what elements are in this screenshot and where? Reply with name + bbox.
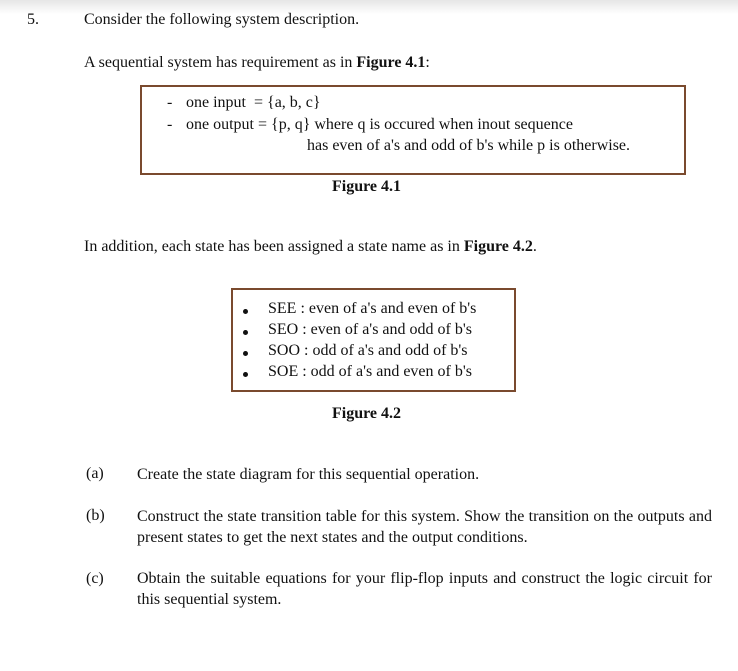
state-soo: SOO : odd of a's and odd of b's	[268, 342, 468, 359]
state-seo: SEO : even of a's and odd of b's	[268, 321, 472, 338]
bullet-dot	[243, 330, 248, 335]
bullet-dot	[243, 372, 248, 377]
figure1-line-continuation: has even of a's and odd of b's while p is otherwise.	[307, 137, 631, 154]
figure2-intro-text: In addition, each state has been assigned a state name as in	[84, 238, 464, 255]
figure1-line-output: one output = {p, q} where q is occured when inout sequence	[186, 116, 573, 133]
part-a-label: (a)	[86, 465, 104, 482]
part-c-label: (c)	[86, 570, 104, 587]
bullet-dot	[243, 351, 248, 356]
question-intro: Consider the following system description.	[84, 11, 360, 28]
part-b-text: Construct the state transition table for this system. Show the transition on the outputs and present states to get the next states and the output conditions.	[137, 508, 712, 546]
figure1-intro	[84, 54, 430, 72]
figure1-dash-2: -	[167, 116, 173, 133]
figure1-intro-text: A sequential system has requirement as in	[84, 54, 357, 71]
figure2-caption: Figure 4.2	[332, 405, 402, 422]
part-b-label: (b)	[86, 507, 105, 524]
figure1-intro-colon: :	[425, 54, 430, 71]
part-c-text: Obtain the suitable equations for your flip-flop inputs and construct the logic circuit for this sequential system.	[137, 570, 712, 608]
state-see: SEE : even of a's and even of b's	[268, 300, 477, 317]
figure1-reference: Figure 4.1	[356, 54, 426, 71]
question-number: 5.	[27, 11, 39, 28]
bullet-dot	[243, 309, 248, 314]
figure1-line-input: one input = {a, b, c}	[186, 94, 321, 111]
state-soe: SOE : odd of a's and even of b's	[268, 363, 472, 380]
part-a-text: Create the state diagram for this sequential operation.	[137, 466, 480, 483]
figure1-caption: Figure 4.1	[332, 178, 402, 195]
figure2-intro	[84, 238, 537, 256]
figure2-intro-period: .	[532, 238, 537, 255]
figure1-dash-1: -	[167, 94, 173, 111]
figure2-reference: Figure 4.2	[463, 238, 533, 255]
